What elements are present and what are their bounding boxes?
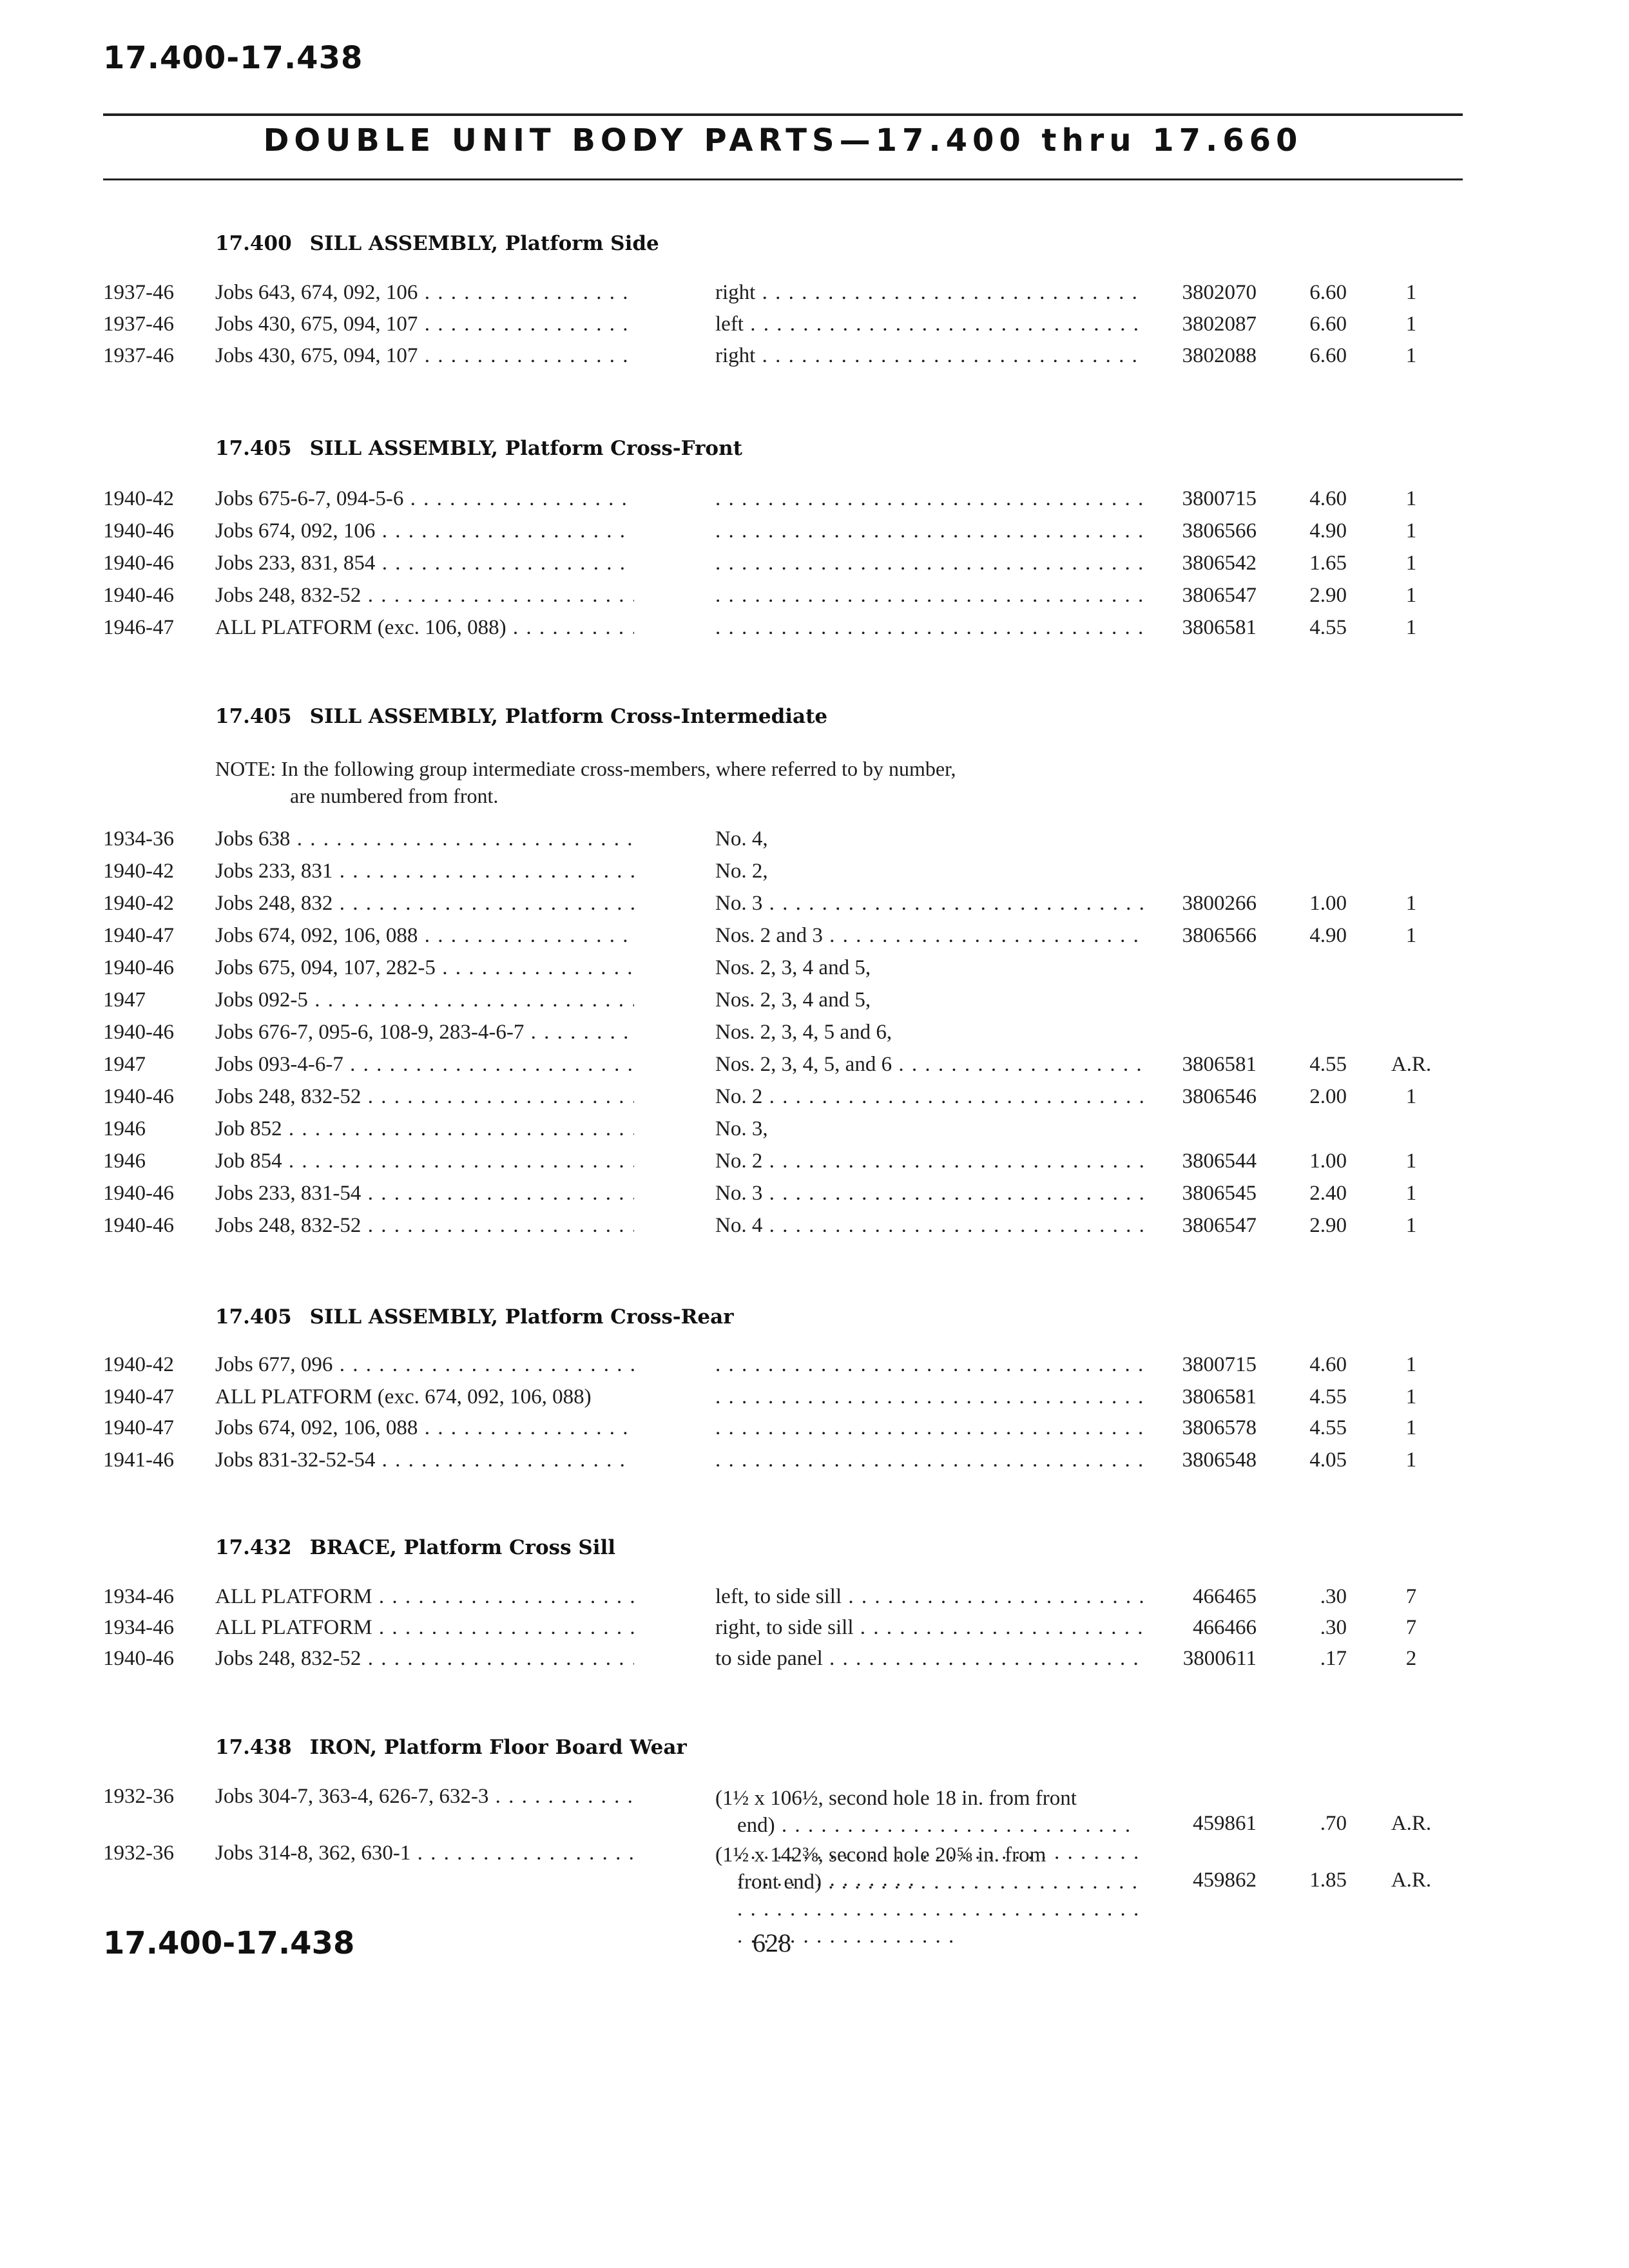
description-cell xyxy=(715,616,1144,640)
quantity-cell: 1 xyxy=(1405,1416,1417,1439)
price-cell: 6.60 xyxy=(1309,281,1347,304)
applies-cell: Jobs 092-5 . . . xyxy=(215,988,634,1012)
description-cell: Nos. 2, 3, 4 and 5, xyxy=(715,988,871,1012)
description-cell: left, to side sill . . . xyxy=(715,1585,1144,1609)
applies-cell: Jobs 248, 832-52 . . . xyxy=(215,584,634,608)
page-range-header: 17.400-17.438 xyxy=(103,40,363,76)
part-number-cell: 3806545 xyxy=(1182,1182,1257,1205)
quantity-cell: 1 xyxy=(1405,1149,1417,1173)
section-heading xyxy=(215,437,742,460)
description-cell: Nos. 2, 3, 4, 5, and 6 . . . xyxy=(715,1053,1144,1077)
quantity-cell: 1 xyxy=(1405,281,1417,304)
applies-cell: Jobs 676-7, 095-6, 108-9, 283-4-6-7 . . . xyxy=(215,1021,634,1044)
part-number-cell: 3806544 xyxy=(1182,1149,1257,1173)
quantity-cell: 1 xyxy=(1405,892,1417,915)
part-number-cell: 3800715 xyxy=(1182,487,1257,510)
description-cell: Nos. 2, 3, 4 and 5, xyxy=(715,956,871,979)
years-cell: 1946 xyxy=(103,1117,146,1140)
part-number-cell: 466465 xyxy=(1193,1585,1257,1608)
years-cell: 1941-46 xyxy=(103,1448,174,1472)
applies-cell: Jobs 831-32-52-54 . . . xyxy=(215,1448,634,1472)
part-row xyxy=(0,1149,1629,1180)
part-row xyxy=(0,616,1629,647)
years-cell: 1940-46 xyxy=(103,552,174,575)
description-line: (1½ x 106½, second hole 18 in. from front xyxy=(715,1787,1077,1810)
part-number-cell: 3806548 xyxy=(1182,1448,1257,1472)
description-cell: to side panel . . . xyxy=(715,1647,1144,1671)
applies-cell: Job 854 . . . xyxy=(215,1149,634,1173)
applies-cell: Jobs 248, 832-52 . . . xyxy=(215,1647,634,1671)
quantity-cell: 1 xyxy=(1405,584,1417,607)
part-number-cell: 3806546 xyxy=(1182,1085,1257,1108)
years-cell: 1940-46 xyxy=(103,1647,174,1670)
quantity-cell: 7 xyxy=(1405,1585,1417,1608)
description-cell: right . . . xyxy=(715,344,1144,368)
years-cell: 1932-36 xyxy=(103,1785,174,1808)
description-cell xyxy=(715,1385,1144,1409)
years-cell: 1947 xyxy=(103,988,146,1012)
part-number-cell: 3806581 xyxy=(1182,1385,1257,1408)
applies-cell: Jobs 638 . . . xyxy=(215,827,634,851)
description-cell xyxy=(715,584,1144,608)
part-row xyxy=(0,1182,1629,1213)
applies-cell: Jobs 674, 092, 106 . . . xyxy=(215,519,634,543)
applies-cell: Jobs 314-8, 362, 630-1 . . . xyxy=(215,1841,634,1865)
section-name: SILL ASSEMBLY, Platform Cross-Front xyxy=(309,437,742,460)
applies-cell: ALL PLATFORM (exc. 106, 088) . . . xyxy=(215,616,634,640)
price-cell: 1.00 xyxy=(1309,1149,1347,1173)
quantity-cell: 1 xyxy=(1405,1182,1417,1205)
price-cell: 4.05 xyxy=(1309,1448,1347,1472)
part-row xyxy=(0,1385,1629,1416)
quantity-cell: A.R. xyxy=(1391,1053,1432,1076)
part-row xyxy=(0,1416,1629,1447)
quantity-cell: 1 xyxy=(1405,312,1417,336)
years-cell: 1937-46 xyxy=(103,344,174,367)
quantity-cell: 7 xyxy=(1405,1616,1417,1639)
years-cell: 1937-46 xyxy=(103,281,174,304)
applies-cell: Jobs 304-7, 363-4, 626-7, 632-3 . . . xyxy=(215,1785,634,1809)
quantity-cell: 1 xyxy=(1405,1385,1417,1408)
header-rule-bottom xyxy=(103,178,1463,180)
price-cell: .30 xyxy=(1320,1616,1347,1639)
applies-cell: Jobs 674, 092, 106, 088 . . . xyxy=(215,924,634,948)
price-cell: 4.90 xyxy=(1309,519,1347,543)
section-name: BRACE, Platform Cross Sill xyxy=(309,1536,616,1559)
part-number-cell: 466466 xyxy=(1193,1616,1257,1639)
part-row xyxy=(0,1448,1629,1479)
years-cell: 1940-46 xyxy=(103,1214,174,1237)
quantity-cell: 1 xyxy=(1405,924,1417,947)
part-row xyxy=(0,1053,1629,1084)
years-cell: 1946-47 xyxy=(103,616,174,639)
part-row xyxy=(0,1021,1629,1052)
section-heading xyxy=(215,1736,687,1759)
price-cell: 2.40 xyxy=(1309,1182,1347,1205)
description-cell xyxy=(715,1448,1144,1472)
years-cell: 1940-47 xyxy=(103,924,174,947)
part-row xyxy=(0,1085,1629,1116)
part-number-cell: 3806581 xyxy=(1182,616,1257,639)
part-number-cell: 3800715 xyxy=(1182,1353,1257,1376)
part-row xyxy=(0,312,1629,343)
part-row xyxy=(0,892,1629,923)
price-cell: 2.90 xyxy=(1309,584,1347,607)
part-row xyxy=(0,956,1629,987)
applies-cell: Jobs 093-4-6-7 . . . xyxy=(215,1053,634,1077)
part-number-cell: 3806547 xyxy=(1182,1214,1257,1237)
applies-cell: ALL PLATFORM . . . xyxy=(215,1585,634,1609)
years-cell: 1940-47 xyxy=(103,1416,174,1439)
part-row xyxy=(0,860,1629,890)
section-number: 17.400 xyxy=(215,232,292,255)
section-heading xyxy=(215,232,659,255)
description-cell xyxy=(715,487,1144,511)
part-number-cell: 3802088 xyxy=(1182,344,1257,367)
quantity-cell: 2 xyxy=(1405,1647,1417,1670)
price-cell: 1.00 xyxy=(1309,892,1347,915)
years-cell: 1934-46 xyxy=(103,1585,174,1608)
part-row xyxy=(0,1117,1629,1148)
part-number-cell: 3806547 xyxy=(1182,584,1257,607)
section-number: 17.432 xyxy=(215,1536,292,1559)
header-rule-top xyxy=(103,113,1463,116)
description-cell: Nos. 2, 3, 4, 5 and 6, xyxy=(715,1021,892,1044)
part-row xyxy=(0,924,1629,955)
applies-cell: Jobs 674, 092, 106, 088 . . . xyxy=(215,1416,634,1440)
years-cell: 1946 xyxy=(103,1149,146,1173)
price-cell: 4.60 xyxy=(1309,1353,1347,1376)
part-number-cell: 3806581 xyxy=(1182,1053,1257,1076)
part-number-cell: 459862 xyxy=(1193,1869,1257,1892)
price-cell: 1.65 xyxy=(1309,552,1347,575)
part-row xyxy=(0,988,1629,1019)
quantity-cell: 1 xyxy=(1405,1448,1417,1472)
description-cell: right . . . xyxy=(715,281,1144,305)
part-number-cell: 3800611 xyxy=(1182,1647,1257,1670)
applies-cell: Jobs 248, 832 . . . xyxy=(215,892,634,916)
description-cell: Nos. 2 and 3 . . . xyxy=(715,924,1144,948)
years-cell: 1940-46 xyxy=(103,584,174,607)
price-cell: 4.55 xyxy=(1309,1053,1347,1076)
note-line: NOTE: In the following group intermediate cross-members, where referred to by number, xyxy=(215,757,956,780)
applies-cell: Jobs 248, 832-52 . . . xyxy=(215,1085,634,1109)
section-number: 17.405 xyxy=(215,1305,292,1329)
price-cell: 4.90 xyxy=(1309,924,1347,947)
years-cell: 1934-46 xyxy=(103,1616,174,1639)
years-cell: 1940-46 xyxy=(103,519,174,543)
description-cell xyxy=(715,552,1144,575)
section-name: IRON, Platform Floor Board Wear xyxy=(309,1736,687,1759)
applies-cell: Jobs 675-6-7, 094-5-6 . . . xyxy=(215,487,634,511)
part-number-cell: 459861 xyxy=(1193,1812,1257,1835)
section-name: SILL ASSEMBLY, Platform Cross-Intermediate xyxy=(309,705,828,728)
section-heading xyxy=(215,1305,734,1329)
years-cell: 1940-46 xyxy=(103,1021,174,1044)
applies-cell: Jobs 233, 831 . . . xyxy=(215,860,634,883)
years-cell: 1940-46 xyxy=(103,1085,174,1108)
part-number-cell: 3800266 xyxy=(1182,892,1257,915)
applies-cell: Jobs 233, 831, 854 . . . xyxy=(215,552,634,575)
part-number-cell: 3802070 xyxy=(1182,281,1257,304)
description-cell xyxy=(715,1353,1144,1377)
price-cell: 2.00 xyxy=(1309,1085,1347,1108)
applies-cell: Jobs 675, 094, 107, 282-5 . . . xyxy=(215,956,634,980)
description-cell: left . . . xyxy=(715,312,1144,336)
applies-cell: Jobs 677, 096 . . . xyxy=(215,1353,634,1377)
description-cell: right, to side sill . . . xyxy=(715,1616,1144,1640)
page-title: DOUBLE UNIT BODY PARTS—17.400 thru 17.660 xyxy=(263,122,1303,159)
quantity-cell: 1 xyxy=(1405,519,1417,543)
part-row xyxy=(0,344,1629,375)
price-cell: 2.90 xyxy=(1309,1214,1347,1237)
quantity-cell: 1 xyxy=(1405,1214,1417,1237)
description-line: (1½ x 142⅜, second hole 20⅝ in. from xyxy=(715,1843,1046,1867)
description-cell: No. 3, xyxy=(715,1117,768,1140)
price-cell: 4.60 xyxy=(1309,487,1347,510)
description-cell: No. 2 . . . xyxy=(715,1085,1144,1109)
description-cell: No. 2, xyxy=(715,860,768,883)
description-cell: No. 3 . . . xyxy=(715,892,1144,916)
section-number: 17.405 xyxy=(215,437,292,460)
quantity-cell: 1 xyxy=(1405,552,1417,575)
part-row xyxy=(0,552,1629,582)
part-row xyxy=(0,519,1629,550)
part-row xyxy=(0,281,1629,312)
description-cell: No. 4 . . . xyxy=(715,1214,1144,1238)
applies-cell: Jobs 248, 832-52 . . . xyxy=(215,1214,634,1238)
price-cell: 6.60 xyxy=(1309,344,1347,367)
description-cell: No. 3 . . . xyxy=(715,1182,1144,1206)
price-cell: 4.55 xyxy=(1309,1416,1347,1439)
part-row xyxy=(0,584,1629,615)
part-number-cell: 3806542 xyxy=(1182,552,1257,575)
years-cell: 1932-36 xyxy=(103,1841,174,1865)
quantity-cell: 1 xyxy=(1405,1353,1417,1376)
part-row xyxy=(0,1585,1629,1616)
part-number-cell: 3806566 xyxy=(1182,924,1257,947)
part-number-cell: 3802087 xyxy=(1182,312,1257,336)
applies-cell: ALL PLATFORM . . . xyxy=(215,1616,634,1640)
quantity-cell: 1 xyxy=(1405,616,1417,639)
part-row xyxy=(0,1785,1629,1843)
section-name: SILL ASSEMBLY, Platform Cross-Rear xyxy=(309,1305,734,1329)
description-line: front end) . . . xyxy=(715,1869,1144,1950)
applies-cell: Jobs 430, 675, 094, 107 . . . xyxy=(215,312,634,336)
section-number: 17.438 xyxy=(215,1736,292,1759)
applies-cell: Jobs 233, 831-54 . . . xyxy=(215,1182,634,1206)
quantity-cell: 1 xyxy=(1405,1085,1417,1108)
page-number: 628 xyxy=(753,1928,791,1957)
years-cell: 1940-42 xyxy=(103,1353,174,1376)
years-cell: 1940-42 xyxy=(103,892,174,915)
description-cell: No. 4, xyxy=(715,827,768,850)
price-cell: 1.85 xyxy=(1309,1869,1347,1892)
section-heading xyxy=(215,705,827,728)
part-row xyxy=(0,487,1629,518)
page-range-footer: 17.400-17.438 xyxy=(103,1925,355,1961)
part-row xyxy=(0,1647,1629,1678)
part-number-cell: 3806566 xyxy=(1182,519,1257,543)
years-cell: 1947 xyxy=(103,1053,146,1076)
price-cell: .17 xyxy=(1320,1647,1347,1670)
applies-cell: Job 852 . . . xyxy=(215,1117,634,1141)
years-cell: 1937-46 xyxy=(103,312,174,336)
applies-cell: Jobs 430, 675, 094, 107 . . . xyxy=(215,344,634,368)
quantity-cell: A.R. xyxy=(1391,1812,1432,1835)
note-line: are numbered from front. xyxy=(290,784,499,807)
years-cell: 1934-36 xyxy=(103,827,174,850)
section-number: 17.405 xyxy=(215,705,292,728)
years-cell: 1940-46 xyxy=(103,956,174,979)
applies-cell: Jobs 643, 674, 092, 106 . . . xyxy=(215,281,634,305)
price-cell: .30 xyxy=(1320,1585,1347,1608)
price-cell: 4.55 xyxy=(1309,616,1347,639)
section-name: SILL ASSEMBLY, Platform Side xyxy=(309,232,659,255)
part-row xyxy=(0,1616,1629,1647)
price-cell: 4.55 xyxy=(1309,1385,1347,1408)
part-row xyxy=(0,1841,1629,1899)
quantity-cell: A.R. xyxy=(1391,1869,1432,1892)
part-row xyxy=(0,1353,1629,1384)
price-cell: .70 xyxy=(1320,1812,1347,1835)
years-cell: 1940-46 xyxy=(103,1182,174,1205)
years-cell: 1940-47 xyxy=(103,1385,174,1408)
part-number-cell: 3806578 xyxy=(1182,1416,1257,1439)
years-cell: 1940-42 xyxy=(103,860,174,883)
description-line: end) . . . xyxy=(715,1812,1144,1893)
applies-cell: ALL PLATFORM (exc. 674, 092, 106, 088) xyxy=(215,1385,592,1408)
part-row xyxy=(0,827,1629,858)
section-heading xyxy=(215,1536,615,1559)
quantity-cell: 1 xyxy=(1405,487,1417,510)
description-cell xyxy=(715,519,1144,543)
part-row xyxy=(0,1214,1629,1245)
description-cell xyxy=(715,1416,1144,1440)
years-cell: 1940-42 xyxy=(103,487,174,510)
section-note xyxy=(215,755,1150,809)
description-cell: No. 2 . . . xyxy=(715,1149,1144,1173)
price-cell: 6.60 xyxy=(1309,312,1347,336)
quantity-cell: 1 xyxy=(1405,344,1417,367)
